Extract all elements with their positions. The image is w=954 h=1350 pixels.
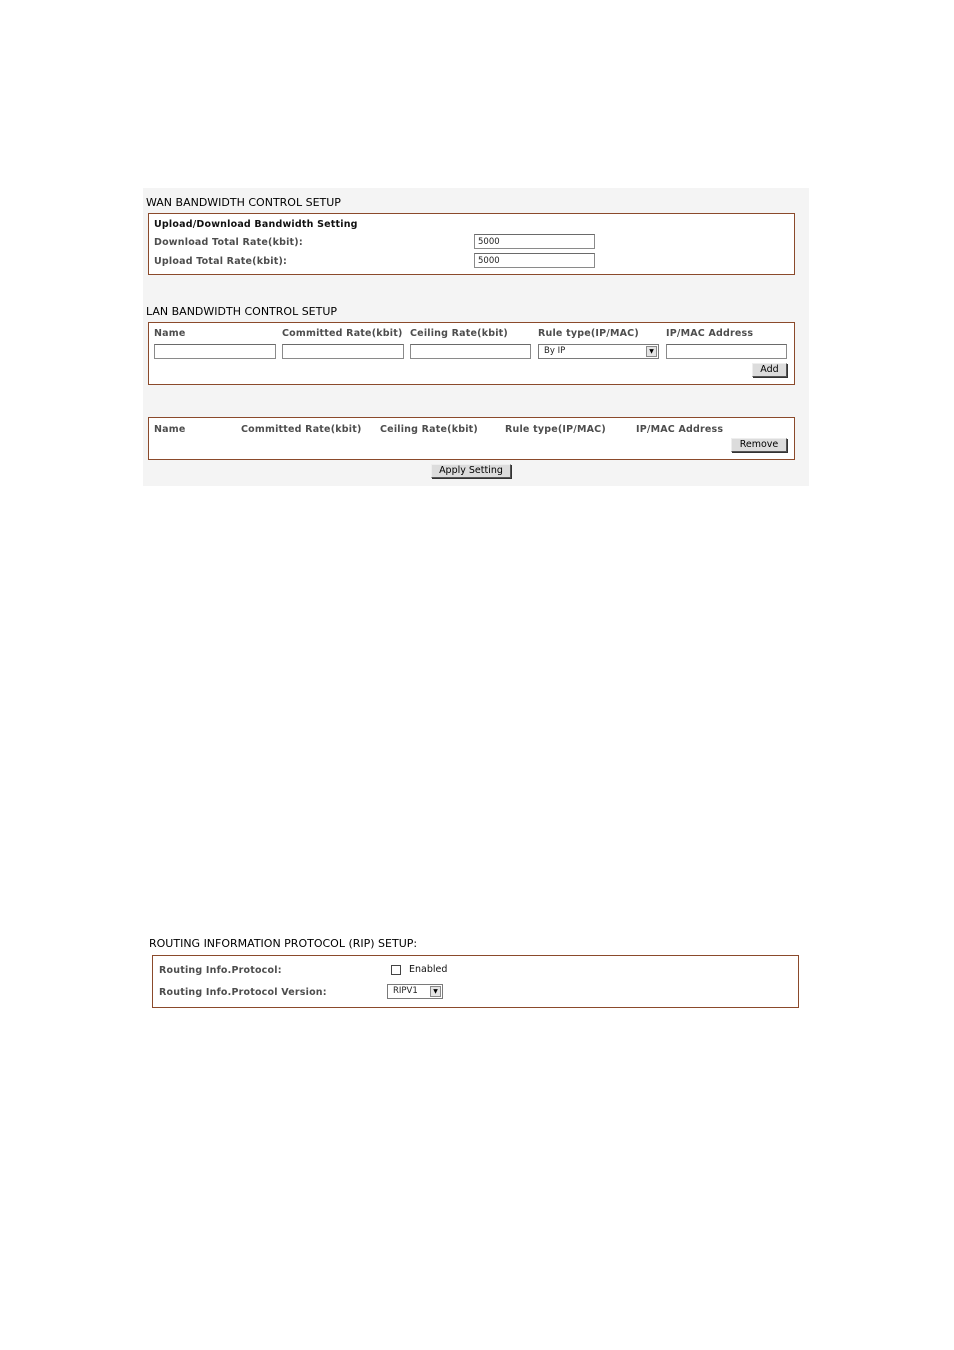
lan-col-committed-rate: Committed Rate(kbit) xyxy=(282,328,403,339)
rip-version-selected-value: RIPV1 xyxy=(393,986,418,996)
rip-protocol-label: Routing Info.Protocol: xyxy=(159,965,282,976)
wan-subtitle: Upload/Download Bandwidth Setting xyxy=(154,219,358,230)
rule-type-selected-value: By IP xyxy=(544,346,566,356)
lan-col-rule-type: Rule type(IP/MAC) xyxy=(538,328,639,339)
chevron-down-icon[interactable]: ▼ xyxy=(646,346,657,357)
apply-setting-button[interactable]: Apply Setting xyxy=(431,464,511,478)
rules-col-name: Name xyxy=(154,424,186,435)
lan-section-title: LAN BANDWIDTH CONTROL SETUP xyxy=(146,305,338,318)
rip-enabled-label: Enabled xyxy=(409,964,448,975)
chevron-down-icon[interactable]: ▼ xyxy=(430,986,441,997)
rule-name-input[interactable] xyxy=(154,344,276,359)
rules-col-ceiling-rate: Ceiling Rate(kbit) xyxy=(380,424,478,435)
rule-type-select[interactable] xyxy=(538,344,659,359)
rules-col-rule-type: Rule type(IP/MAC) xyxy=(505,424,606,435)
wan-settings-box xyxy=(148,213,795,275)
rules-table-box xyxy=(148,417,795,460)
wan-section-title: WAN BANDWIDTH CONTROL SETUP xyxy=(146,196,341,209)
rip-settings-box xyxy=(152,955,799,1008)
rip-enabled-checkbox[interactable] xyxy=(391,965,401,975)
ceiling-rate-input[interactable] xyxy=(410,344,531,359)
rip-section-title: ROUTING INFORMATION PROTOCOL (RIP) SETUP: xyxy=(149,937,418,950)
rules-col-ip-mac: IP/MAC Address xyxy=(636,424,724,435)
rip-version-label: Routing Info.Protocol Version: xyxy=(159,987,327,998)
ip-mac-address-input[interactable] xyxy=(666,344,787,359)
lan-col-ceiling-rate: Ceiling Rate(kbit) xyxy=(410,328,508,339)
lan-col-ip-mac: IP/MAC Address xyxy=(666,328,754,339)
upload-rate-input[interactable] xyxy=(474,253,595,268)
rules-col-committed-rate: Committed Rate(kbit) xyxy=(241,424,362,435)
upload-rate-label: Upload Total Rate(kbit): xyxy=(154,256,287,267)
rip-version-select[interactable] xyxy=(387,984,443,999)
lan-add-rule-box xyxy=(148,322,795,385)
download-rate-input[interactable] xyxy=(474,234,595,249)
remove-rule-button[interactable]: Remove xyxy=(731,438,787,452)
download-rate-label: Download Total Rate(kbit): xyxy=(154,237,303,248)
lan-col-name: Name xyxy=(154,328,186,339)
committed-rate-input[interactable] xyxy=(282,344,404,359)
add-rule-button[interactable]: Add xyxy=(752,363,787,377)
